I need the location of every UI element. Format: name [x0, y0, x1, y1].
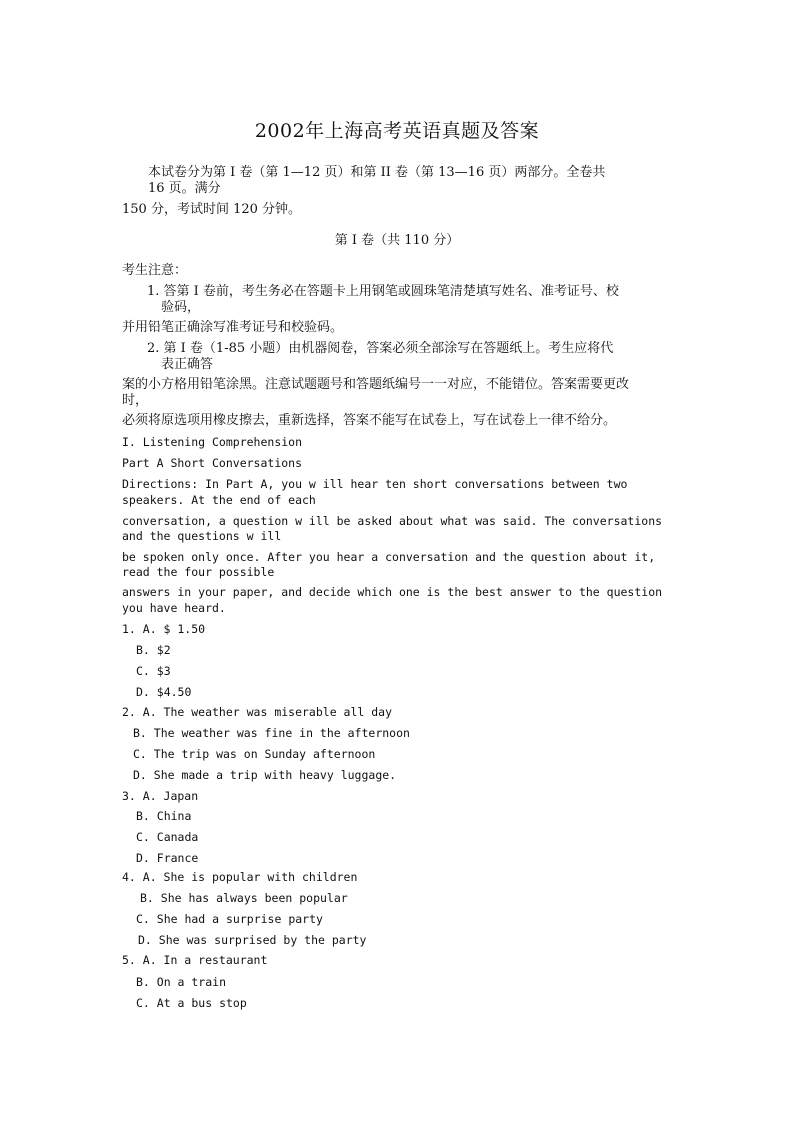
notice-item-2-line-3: 案的小方格用铅笔涂黑。注意试题题号和答题纸编号一一对应，不能错位。答案需要更改	[122, 377, 630, 392]
q2-option-b: B. The weather was fine in the afternoon	[133, 726, 410, 740]
q5-option-a: 5. A. In a restaurant	[122, 953, 268, 967]
notice-heading: 考生注意：	[122, 263, 188, 278]
q5-option-c: C. At a bus stop	[136, 996, 247, 1010]
part-title: I. Listening Comprehension	[122, 435, 303, 449]
intro-line-2: 16 页。满分	[148, 181, 221, 196]
q1-option-d: D. $4.50	[136, 685, 192, 699]
q3-option-a: 3. A. Japan	[122, 789, 199, 803]
intro-line-1: 本试卷分为第 I 卷（第 1—12 页）和第 II 卷（第 13—16 页）两部分。全卷共	[148, 165, 606, 180]
q2-option-d: D. She made a trip with heavy luggage.	[133, 768, 397, 782]
notice-item-2-line-5: 必须将原选项用橡皮擦去，重新选择，答案不能写在试卷上，写在试卷上一律不给分。	[122, 413, 617, 428]
notice-item-1-line-1: 1. 答第 I 卷前，考生务必在答题卡上用钢笔或圆珠笔清楚填写姓名、准考证号、校	[147, 284, 619, 299]
notice-item-2-line-4: 时，	[122, 393, 149, 408]
q5-option-b: B. On a train	[136, 975, 227, 989]
q4-option-a: 4. A. She is popular with children	[122, 870, 358, 884]
directions-line-1: Directions: In Part A, you w ill hear ten short conversations between two	[122, 477, 628, 491]
notice-item-2-line-1: 2. 第 I 卷（1-85 小题）由机器阅卷，答案必须全部涂写在答题纸上。考生应将代	[147, 341, 614, 356]
q3-option-d: D. France	[136, 851, 199, 865]
notice-item-1-line-2: 验码，	[161, 300, 201, 315]
q2-option-c: C. The trip was on Sunday afternoon	[133, 747, 376, 761]
q3-option-b: B. China	[136, 809, 192, 823]
directions-line-3: conversation, a question w ill be asked about what was said. The conversations	[122, 514, 663, 528]
q4-option-d: D. She was surprised by the party	[138, 933, 367, 947]
document-title: 2002年上海高考英语真题及答案	[254, 120, 540, 142]
q3-option-c: C. Canada	[136, 830, 199, 844]
section-header: 第 I 卷（共 110 分）	[334, 233, 460, 248]
directions-line-4: and the questions w ill	[122, 529, 282, 543]
notice-item-2-line-2: 表正确答	[161, 357, 214, 372]
q1-option-c: C. $3	[136, 664, 171, 678]
directions-line-6: read the four possible	[122, 565, 275, 579]
directions-line-5: be spoken only once. After you hear a conversation and the question about it,	[122, 550, 656, 564]
subpart-title: Part A Short Conversations	[122, 456, 303, 470]
q1-option-b: B. $2	[136, 643, 171, 657]
directions-line-7: answers in your paper, and decide which one is the best answer to the question	[122, 585, 663, 599]
q4-option-b: B. She has always been popular	[140, 891, 348, 905]
directions-line-2: speakers. At the end of each	[122, 493, 316, 507]
q2-option-a: 2. A. The weather was miserable all day	[122, 705, 393, 719]
q4-option-c: C. She had a surprise party	[136, 912, 323, 926]
intro-line-3: 150 分，考试时间 120 分钟。	[122, 202, 302, 217]
q1-option-a: 1. A. $ 1.50	[122, 622, 206, 636]
directions-line-8: you have heard.	[122, 601, 226, 615]
notice-item-1-line-3: 并用铅笔正确涂写准考证号和校验码。	[122, 320, 344, 335]
